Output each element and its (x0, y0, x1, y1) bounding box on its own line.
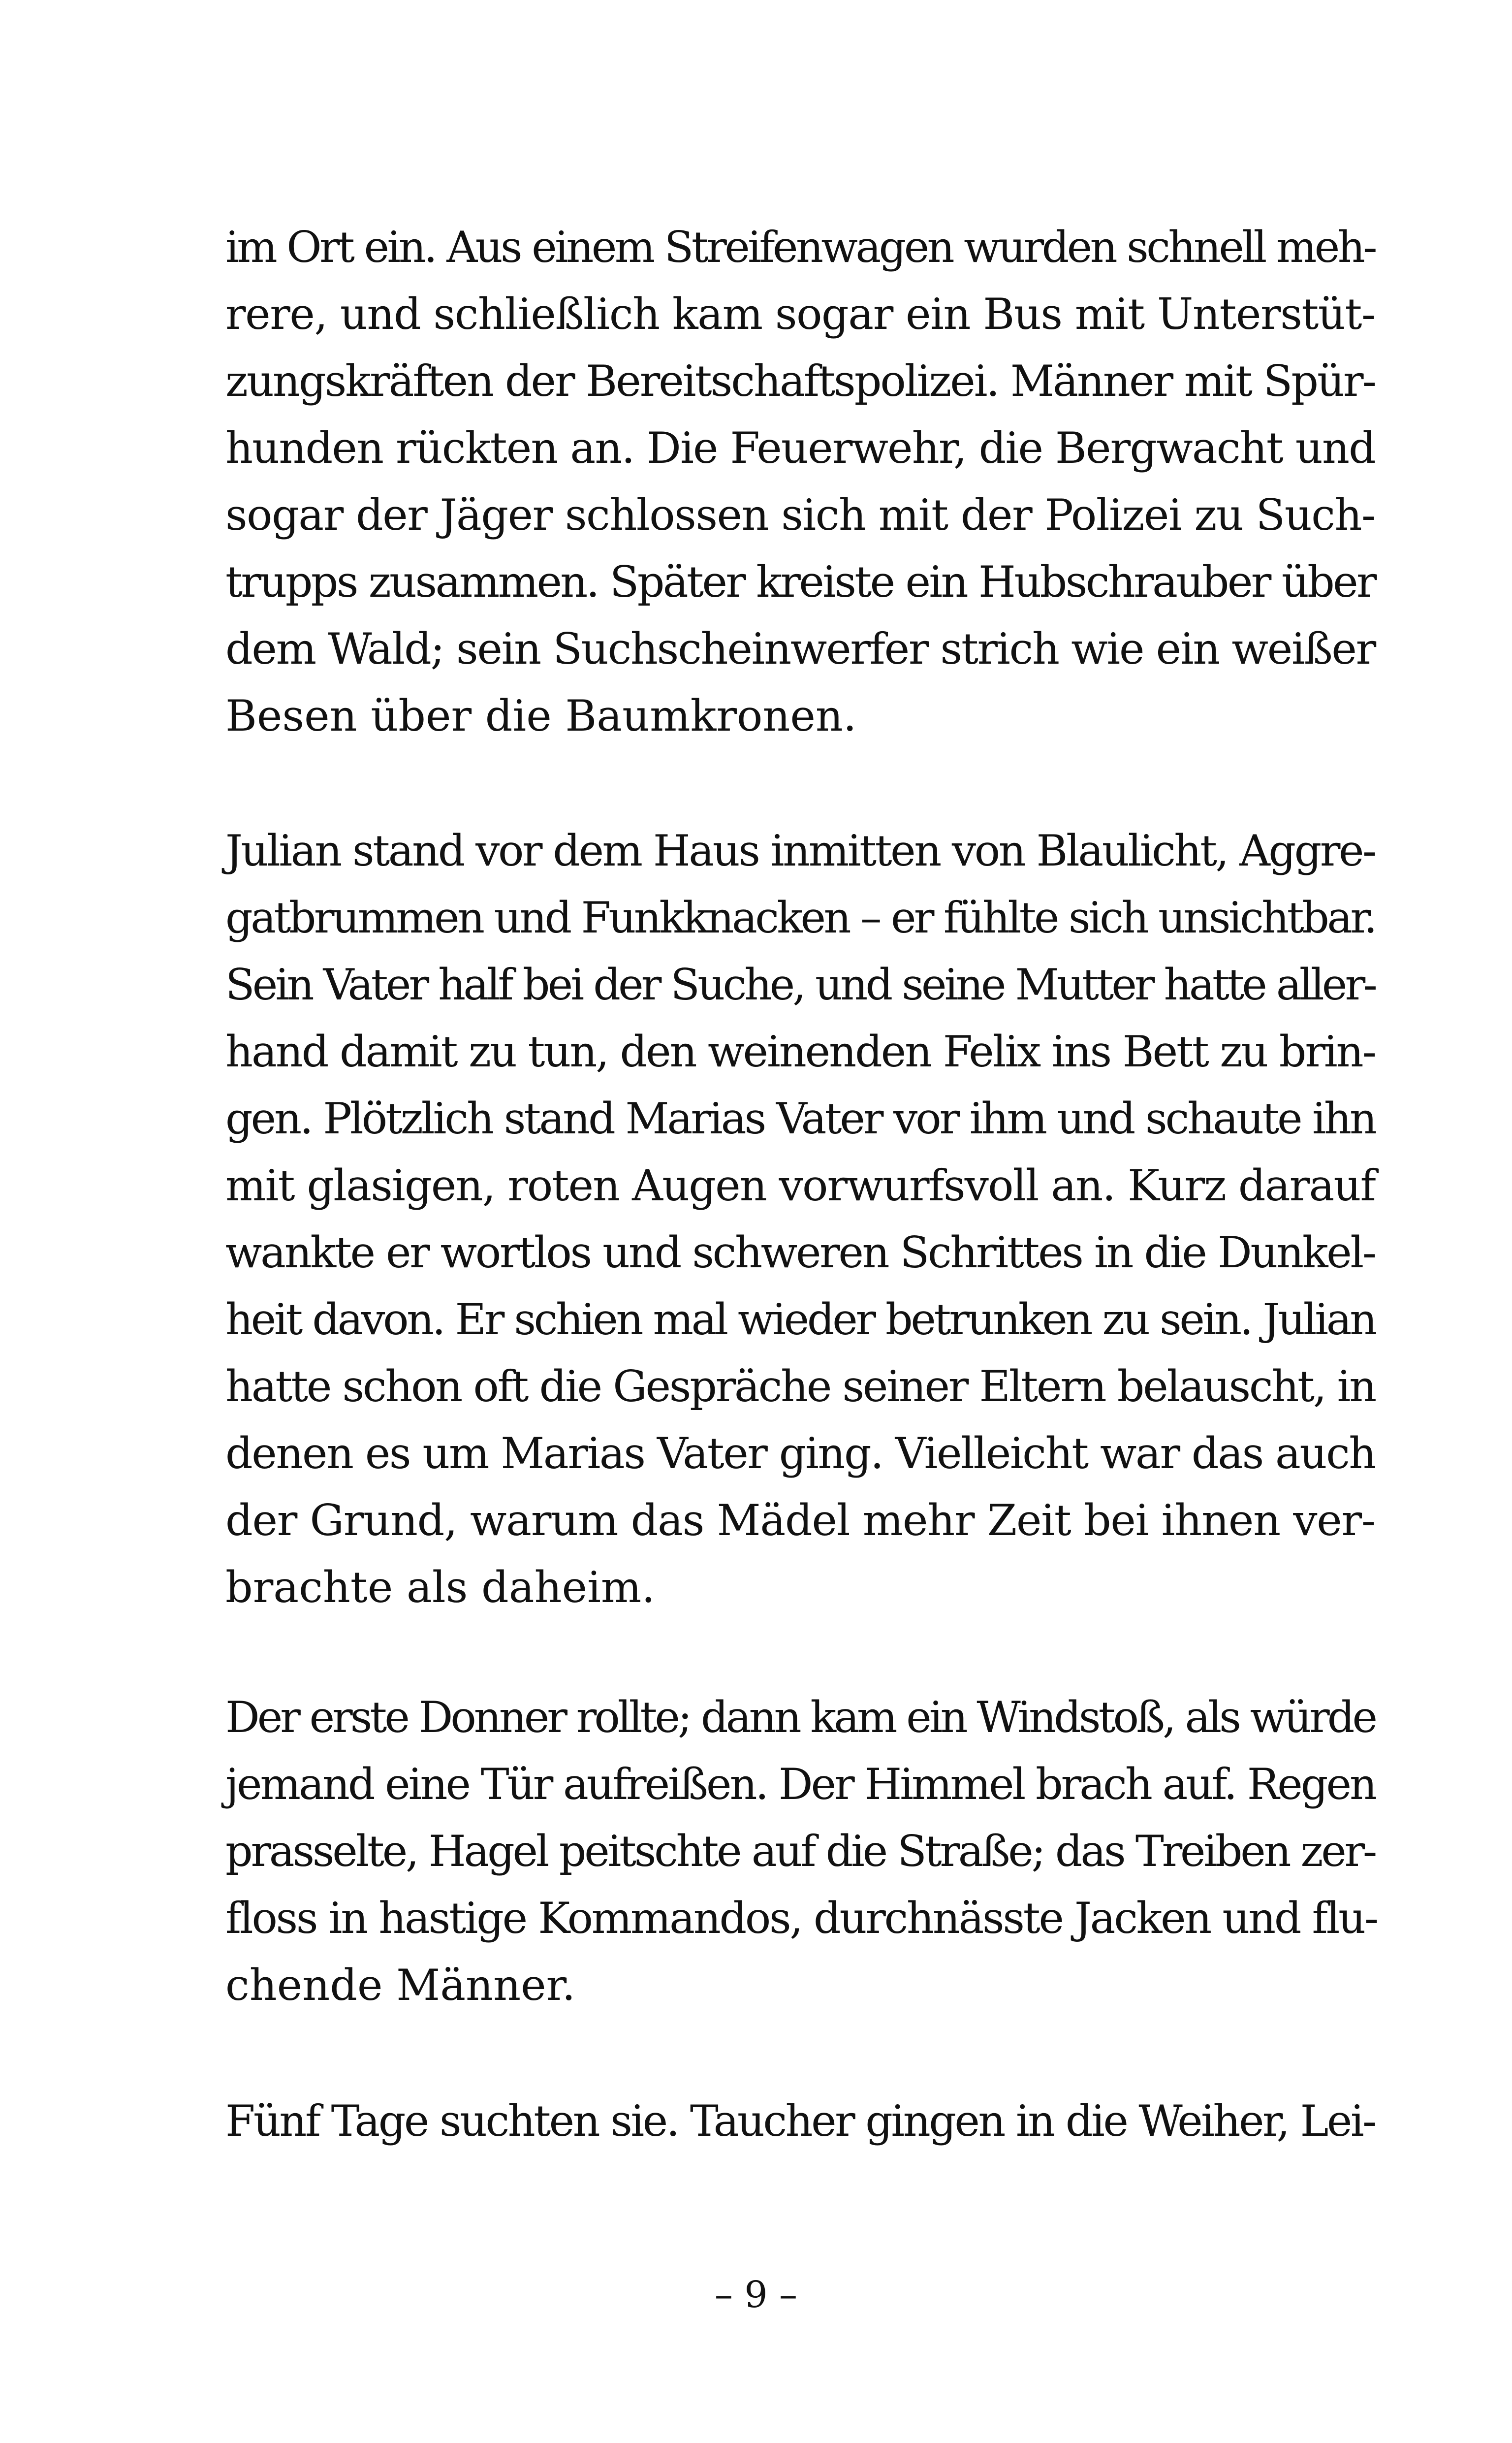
text-line: Der erste Donner rollte; dann kam ein Windstoß, als würde (225, 1692, 1375, 1742)
text-line: im Ort ein. Aus einem Streifenwagen wurden schnell meh- (225, 222, 1375, 272)
text-line: Sein Vater half bei der Suche, und seine Mutter hatte aller- (225, 960, 1375, 1010)
text-line: floss in hastige Kommandos, durchnässte Jacken und flu- (225, 1893, 1377, 1943)
text-line: Julian stand vor dem Haus inmitten von Blaulicht, Aggre- (225, 826, 1375, 876)
text-line: Fünf Tage suchten sie. Taucher gingen in die Weiher, Lei- (225, 2096, 1375, 2146)
paragraph-2 (225, 817, 1375, 1621)
text-line: hatte schon oft die Gespräche seiner Eltern belauscht, in (225, 1361, 1375, 1412)
paragraph-3 (225, 1684, 1375, 2019)
text-line: trupps zusammen. Später kreiste ein Hubschrauber über (225, 557, 1375, 607)
text-line: der Grund, warum das Mädel mehr Zeit bei ihnen ver- (225, 1495, 1375, 1545)
text-line: dem Wald; sein Suchscheinwerfer strich wie ein weißer (225, 624, 1375, 674)
text-line: brachte als daheim. (225, 1562, 656, 1612)
text-line: gatbrummen und Funkknacken – er fühlte sich unsichtbar. (225, 893, 1376, 943)
text-line: chende Männer. (225, 1960, 576, 2010)
text-line: zungskräften der Bereitschaftspolizei. Männer mit Spür- (225, 356, 1375, 406)
text-line: hand damit zu tun, den weinenden Felix ins Bett zu brin- (225, 1027, 1375, 1077)
paragraph-1 (225, 214, 1375, 749)
text-line: denen es um Marias Vater ging. Vielleicht war das auch (225, 1428, 1375, 1479)
paragraph-4 (225, 2088, 1375, 2154)
text-line: heit davon. Er schien mal wieder betrunken zu sein. Julian (225, 1294, 1375, 1345)
text-line: sogar der Jäger schlossen sich mit der Polizei zu Such- (225, 490, 1375, 540)
text-line: wankte er wortlos und schweren Schrittes in die Dunkel- (225, 1227, 1375, 1278)
text-line: gen. Plötzlich stand Marias Vater vor ihm und schaute ihn (225, 1093, 1375, 1144)
page-number: – 9 – (714, 2274, 798, 2316)
text-line: Besen über die Baumkronen. (225, 691, 857, 741)
text-line: mit glasigen, roten Augen vorwurfsvoll an. Kurz darauf (225, 1160, 1375, 1211)
text-line: rere, und schließlich kam sogar ein Bus mit Unterstüt- (225, 289, 1375, 339)
text-line: jemand eine Tür aufreißen. Der Himmel brach auf. Regen (225, 1759, 1375, 1809)
text-line: prasselte, Hagel peitschte auf die Straße; das Treiben zer- (225, 1826, 1375, 1876)
text-line: hunden rückten an. Die Feuerwehr, die Bergwacht und (225, 423, 1375, 473)
